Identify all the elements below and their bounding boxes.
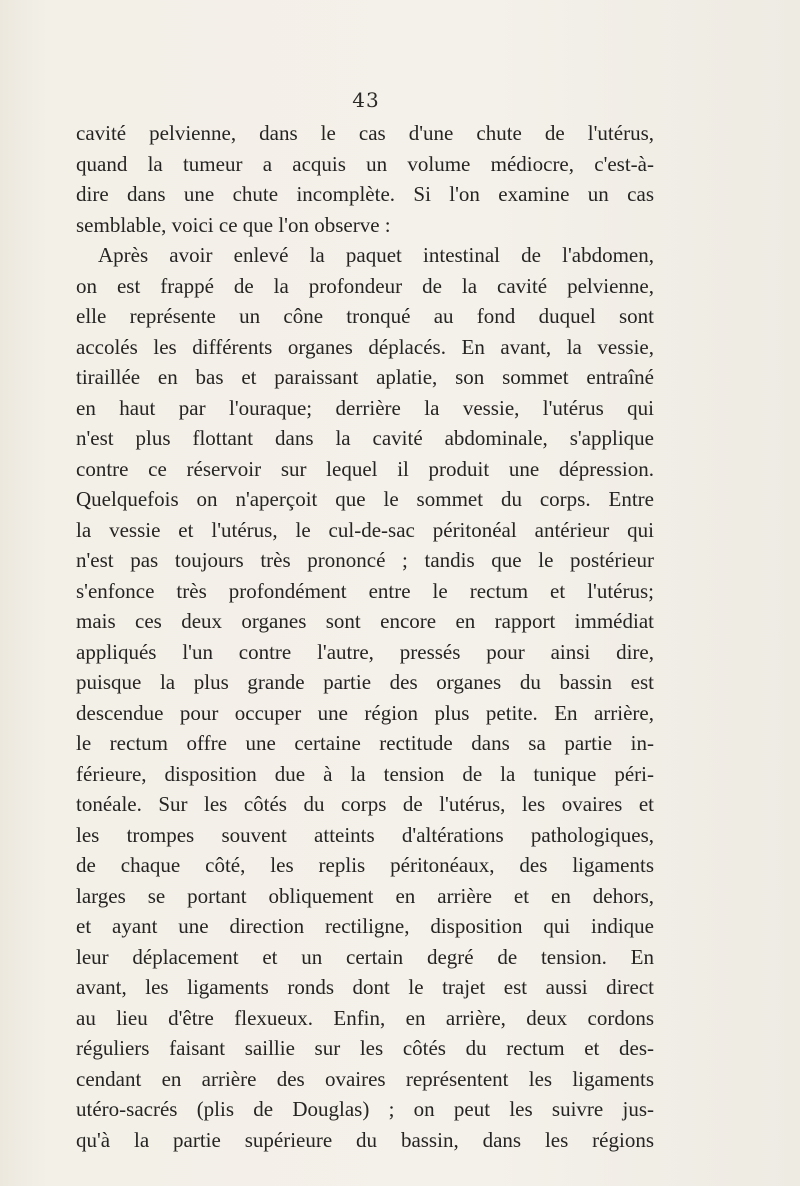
text-line: n'est plus flottant dans la cavité abdominale, s'applique bbox=[76, 426, 654, 450]
text-line: quand la tumeur a acquis un volume médiocre, c'est-à- bbox=[76, 151, 654, 176]
text-line: de chaque côté, les replis péritonéaux, des ligaments bbox=[76, 853, 654, 877]
text-line: dire dans une chute incomplète. Si l'on examine un cas bbox=[76, 182, 654, 206]
text-line: en haut par l'ouraque; derrière la vessie, l'utérus qui bbox=[76, 395, 654, 420]
text-line: cendant en arrière des ovaires représentent les ligaments bbox=[76, 1066, 654, 1091]
text-line: réguliers faisant saillie sur les côtés du rectum et des- bbox=[76, 1036, 654, 1060]
text-line: les trompes souvent atteints d'altérations pathologiques, bbox=[76, 822, 654, 847]
text-line: au lieu d'être flexueux. Enfin, en arrière, deux cordons bbox=[76, 1005, 654, 1030]
text-line: la vessie et l'utérus, le cul-de-sac péritonéal antérieur qui bbox=[76, 517, 654, 542]
text-line: avant, les ligaments ronds dont le trajet est aussi direct bbox=[76, 975, 654, 999]
text-line: elle représente un cône tronqué au fond duquel sont bbox=[76, 304, 654, 328]
text-line: contre ce réservoir sur lequel il produit une dépression. bbox=[76, 456, 654, 481]
text-line: qu'à la partie supérieure du bassin, dans les régions bbox=[76, 1127, 654, 1152]
text-line: tonéale. Sur les côtés du corps de l'utérus, les ovaires et bbox=[76, 792, 654, 816]
body-text bbox=[76, 118, 654, 1155]
text-line: tiraillée en bas et paraissant aplatie, son sommet entraîné bbox=[76, 365, 654, 389]
text-line: puisque la plus grande partie des organes du bassin est bbox=[76, 670, 654, 694]
text-line: mais ces deux organes sont encore en rapport immédiat bbox=[76, 609, 654, 633]
text-line: s'enfonce très profondément entre le rectum et l'utérus; bbox=[76, 578, 654, 603]
text-line: cavité pelvienne, dans le cas d'une chute de l'utérus, bbox=[76, 121, 654, 145]
text-line: férieure, disposition due à la tension de la tunique péri- bbox=[76, 761, 654, 786]
text-line: le rectum offre une certaine rectitude dans sa partie in- bbox=[76, 731, 654, 755]
text-line: et ayant une direction rectiligne, disposition qui indique bbox=[76, 914, 654, 938]
text-line: appliqués l'un contre l'autre, pressés pour ainsi dire, bbox=[76, 639, 654, 664]
text-line: Quelquefois on n'aperçoit que le sommet du corps. Entre bbox=[76, 487, 654, 511]
text-line: on est frappé de la profondeur de la cavité pelvienne, bbox=[76, 273, 654, 298]
text-line: leur déplacement et un certain degré de tension. En bbox=[76, 944, 654, 969]
text-line: Après avoir enlevé la paquet intestinal de l'abdomen, bbox=[98, 243, 654, 267]
text-line: descendue pour occuper une région plus petite. En arrière, bbox=[76, 700, 654, 725]
text-line: semblable, voici ce que l'on observe : bbox=[76, 212, 391, 237]
text-line: accolés les différents organes déplacés. En avant, la vessie, bbox=[76, 334, 654, 359]
page-number: 43 bbox=[352, 88, 380, 112]
text-line: larges se portant obliquement en arrière et en dehors, bbox=[76, 883, 654, 908]
text-line: n'est pas toujours très prononcé ; tandis que le postérieur bbox=[76, 548, 654, 572]
text-line: utéro-sacrés (plis de Douglas) ; on peut les suivre jus- bbox=[76, 1097, 654, 1121]
